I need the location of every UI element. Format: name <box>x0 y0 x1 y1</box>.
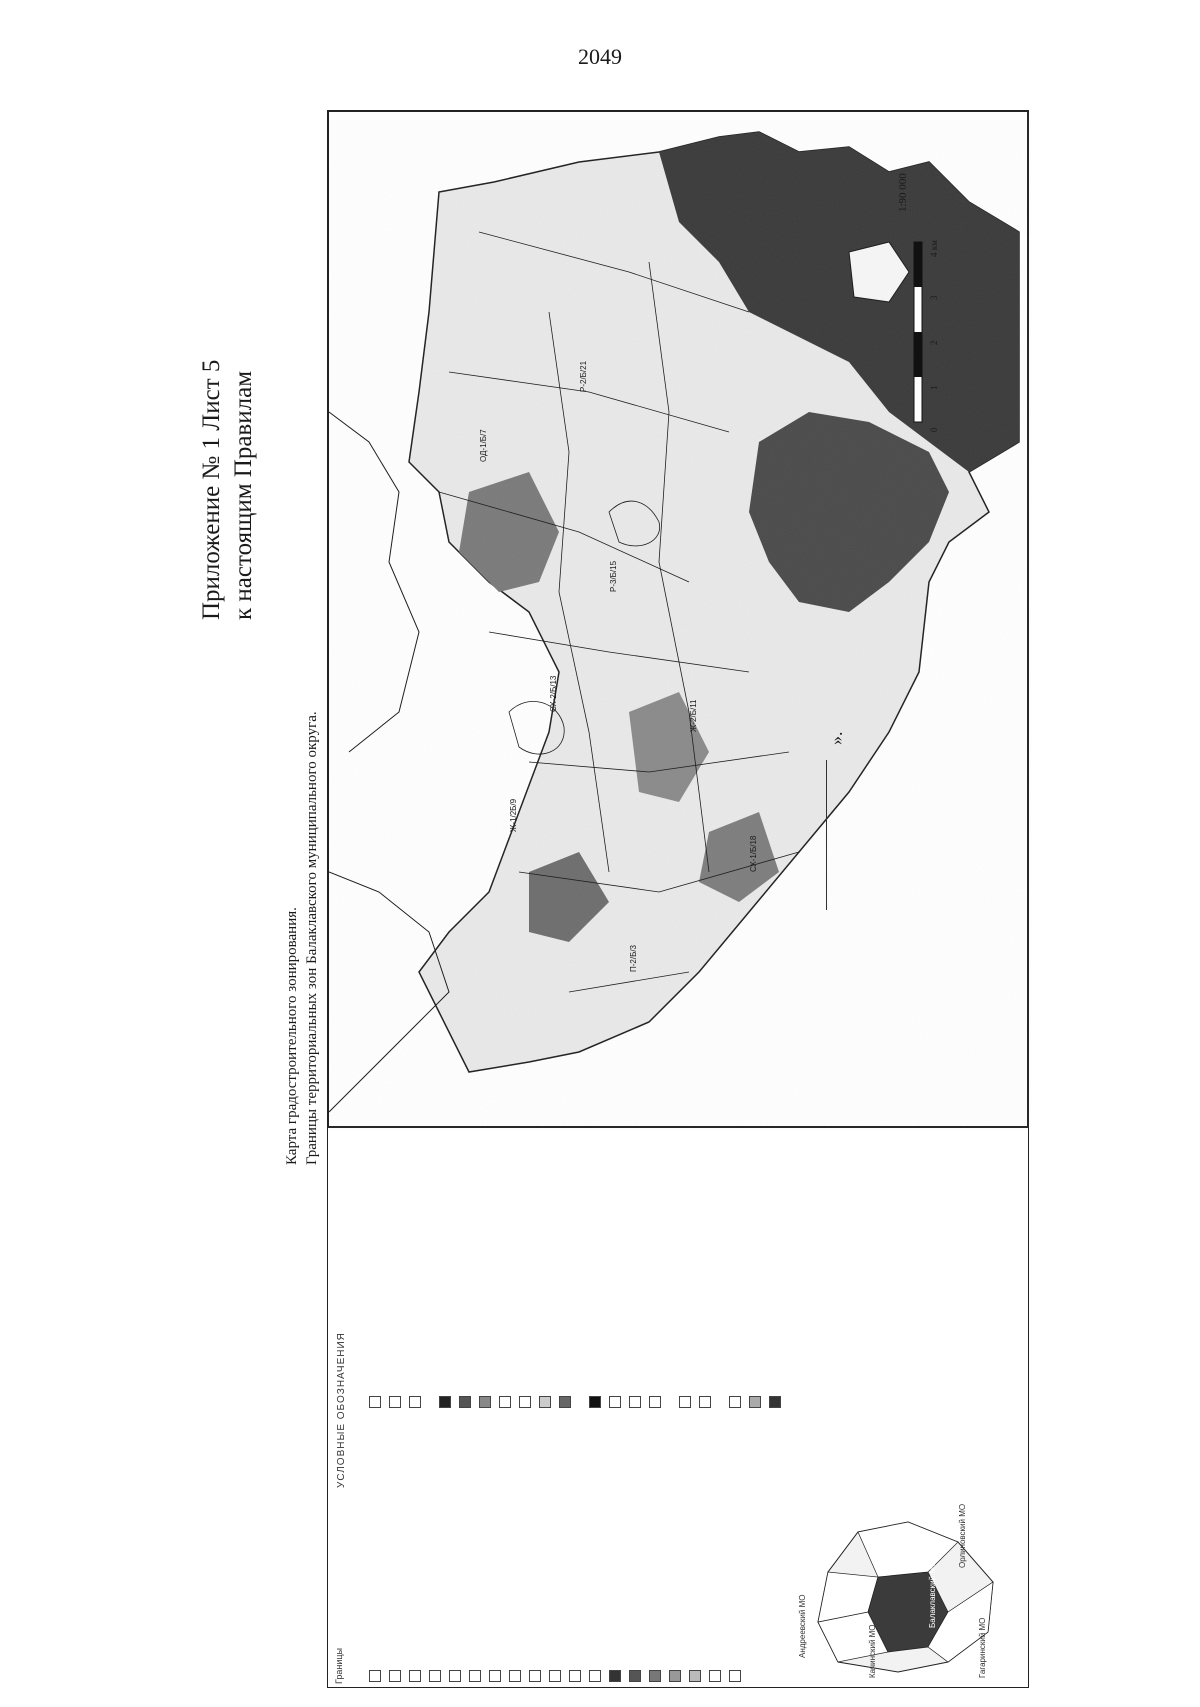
scale-tick: 3 <box>929 295 939 300</box>
legend-row <box>648 1191 662 1408</box>
map-title-line-1: Карта градостроительного зонирования. <box>284 907 300 1165</box>
legend-row <box>508 1465 522 1682</box>
scale-bar <box>914 242 922 422</box>
legend-row <box>708 1465 722 1682</box>
legend-row <box>698 1191 712 1408</box>
end-rule <box>826 760 827 910</box>
map-label: ОД-1/Б/7 <box>479 429 488 462</box>
map-title-line-2: Границы территориальных зон Балаклавского муниципального округа. <box>304 711 320 1165</box>
legend-row <box>408 1191 422 1408</box>
legend-row <box>468 1465 482 1682</box>
legend-row <box>518 1191 532 1408</box>
legend-row <box>388 1191 402 1408</box>
legend-row <box>498 1191 512 1408</box>
map-label: СХ-2/Б/13 <box>549 675 558 712</box>
legend-row <box>558 1191 572 1408</box>
inset-label: Балаклавский МО <box>928 1560 937 1628</box>
zoning-map <box>329 112 1031 1130</box>
appendix-line-1: Приложение № 1 Лист 5 <box>198 359 225 620</box>
scale-tick: 2 <box>929 340 939 345</box>
legend-row <box>458 1191 472 1408</box>
map-label: Ж-2/Б/11 <box>689 699 698 732</box>
map-frame <box>327 110 1029 1128</box>
legend-row <box>628 1191 642 1408</box>
page-number: 2049 <box>578 44 622 69</box>
legend-row <box>608 1191 622 1408</box>
legend-row <box>768 1191 782 1408</box>
legend-row <box>608 1465 622 1682</box>
legend-row <box>668 1465 682 1682</box>
legend-row <box>368 1191 382 1408</box>
inset-label: Гагаринский МО <box>978 1617 987 1678</box>
scale-tick: 0 <box>929 427 939 432</box>
legend-row <box>448 1465 462 1682</box>
inset-label: Качинский МО <box>868 1624 877 1678</box>
legend-head: Границы <box>334 1648 344 1684</box>
appendix-line-2: к настоящим Правилам <box>230 370 257 620</box>
closing-mark: ». <box>826 731 846 745</box>
legend-row <box>678 1191 692 1408</box>
legend-row <box>748 1191 762 1408</box>
legend-row <box>728 1191 742 1408</box>
map-label: П-2/Б/3 <box>629 944 638 972</box>
legend-row <box>438 1191 452 1408</box>
map-label: Ж-1/2Б/9 <box>509 798 518 832</box>
scale-ratio: 1:90 000 <box>897 173 909 212</box>
legend-panel <box>327 1128 1029 1688</box>
legend-row <box>408 1465 422 1682</box>
map-label: Р-2/Б/21 <box>579 360 588 392</box>
scale-tick: 4 км <box>929 240 939 257</box>
inset-label: Андреевский МО <box>798 1594 807 1658</box>
inset-label: Орлиновский МО <box>958 1503 967 1568</box>
legend-row <box>388 1465 402 1682</box>
legend-row <box>488 1465 502 1682</box>
legend-row <box>728 1465 742 1682</box>
legend-row <box>528 1465 542 1682</box>
legend-row <box>688 1465 702 1682</box>
legend-row <box>548 1465 562 1682</box>
legend-row <box>628 1465 642 1682</box>
legend-row <box>368 1465 382 1682</box>
legend-row <box>538 1191 552 1408</box>
legend-row <box>428 1465 442 1682</box>
legend-row <box>568 1465 582 1682</box>
legend-row <box>648 1465 662 1682</box>
map-label: Р-3/Б/15 <box>609 560 618 592</box>
appendix-caption <box>196 360 260 620</box>
legend-row <box>588 1465 602 1682</box>
scale-tick: 1 <box>929 385 939 390</box>
map-title <box>282 711 322 1165</box>
map-label: СХ-1/Б/18 <box>749 835 758 872</box>
legend-row <box>478 1191 492 1408</box>
legend-title: УСЛОВНЫЕ ОБОЗНАЧЕНИЯ <box>336 1332 347 1488</box>
legend-row <box>588 1191 602 1408</box>
